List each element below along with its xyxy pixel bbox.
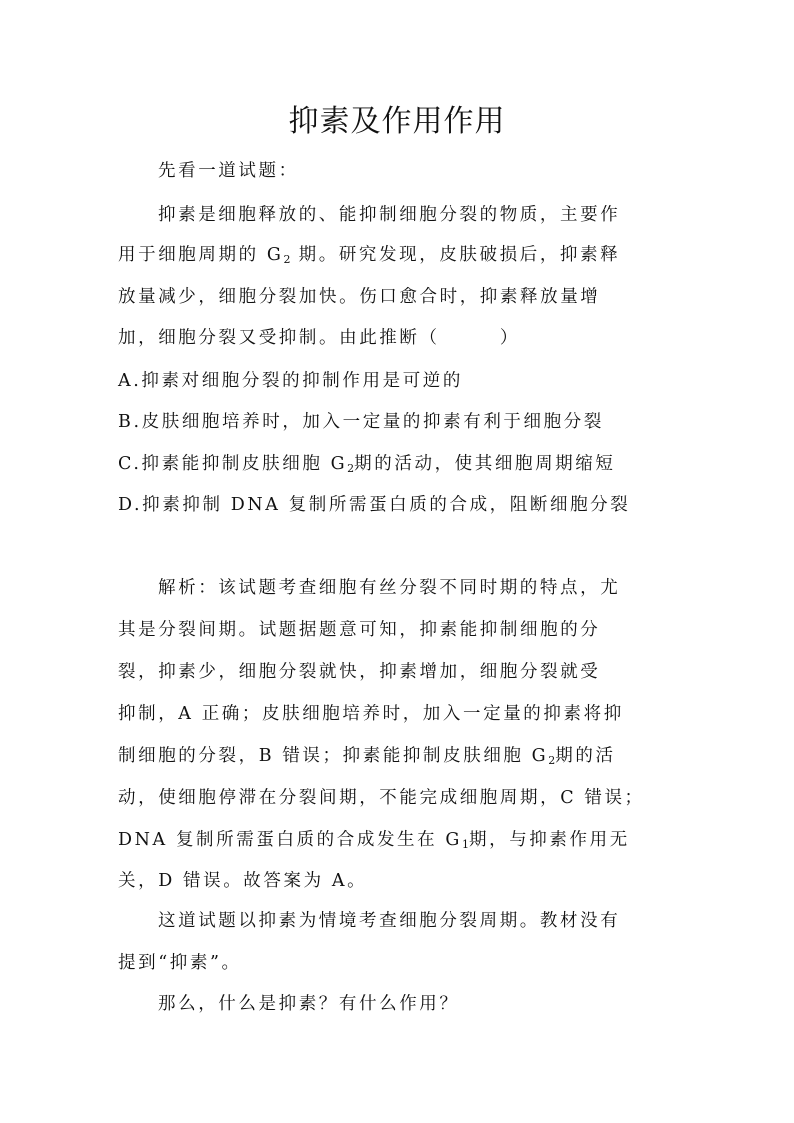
question-line-1: 抑素是细胞释放的、能抑制细胞分裂的物质，主要作 xyxy=(158,205,621,225)
option-d: D.抑素抑制 DNA 复制所需蛋白质的合成，阻断细胞分裂 xyxy=(118,495,631,515)
option-text: 期的活动，使其细胞周期缩短 xyxy=(354,454,616,474)
question-line-2 xyxy=(118,247,678,265)
option-text: C.抑素能抑制皮肤细胞 G xyxy=(118,454,348,474)
analysis-line-6: 动，使细胞停滞在分裂间期，不能完成细胞周期，C 错误； xyxy=(118,788,645,808)
option-c xyxy=(118,456,678,474)
subscript: 1 xyxy=(462,838,469,851)
analysis-text: 制细胞的分裂，B 错误；抑素能抑制皮肤细胞 G xyxy=(118,746,549,766)
option-b: B.皮肤细胞培养时，加入一定量的抑素有利于细胞分裂 xyxy=(118,412,604,432)
analysis-line-8: 关，D 错误。故答案为 A。 xyxy=(118,871,368,891)
subscript: 2 xyxy=(347,462,355,475)
question-text: 用于细胞周期的 G xyxy=(118,245,284,265)
option-a: A.抑素对细胞分裂的抑制作用是可逆的 xyxy=(118,371,463,391)
question-line-4: 加，细胞分裂又受抑制。由此推断（ ） xyxy=(118,328,520,348)
question-line-3: 放量减少，细胞分裂加快。伤口愈合时，抑素释放量增 xyxy=(118,287,601,307)
analysis-line-1: 解析：该试题考查细胞有丝分裂不同时期的特点，尤 xyxy=(158,578,621,598)
subscript: 2 xyxy=(283,253,291,266)
analysis-text: 期的活 xyxy=(555,746,616,766)
analysis-line-2: 其是分裂间期。试题据题意可知，抑素能抑制细胞的分 xyxy=(118,620,601,640)
subscript: 2 xyxy=(548,754,556,767)
analysis-text: 期，与抑素作用无 xyxy=(469,830,630,850)
question-text: 期。研究发现，皮肤破损后，抑素释 xyxy=(290,245,621,265)
closing-question: 那么，什么是抑素？有什么作用？ xyxy=(158,994,460,1014)
context-line-2: 提到“抑素”。 xyxy=(118,953,242,973)
analysis-text: DNA 复制所需蛋白质的合成发生在 G xyxy=(118,830,462,850)
analysis-line-5 xyxy=(118,748,678,766)
analysis-line-4: 抑制，A 正确；皮肤细胞培养时，加入一定量的抑素将抑 xyxy=(118,704,624,724)
analysis-line-7 xyxy=(118,832,678,850)
intro-paragraph: 先看一道试题： xyxy=(158,161,299,181)
page-title: 抑素及作用作用 xyxy=(288,104,506,139)
context-line-1: 这道试题以抑素为情境考查细胞分裂周期。教材没有 xyxy=(158,911,621,931)
analysis-line-3: 裂，抑素少，细胞分裂就快，抑素增加，细胞分裂就受 xyxy=(118,662,601,682)
